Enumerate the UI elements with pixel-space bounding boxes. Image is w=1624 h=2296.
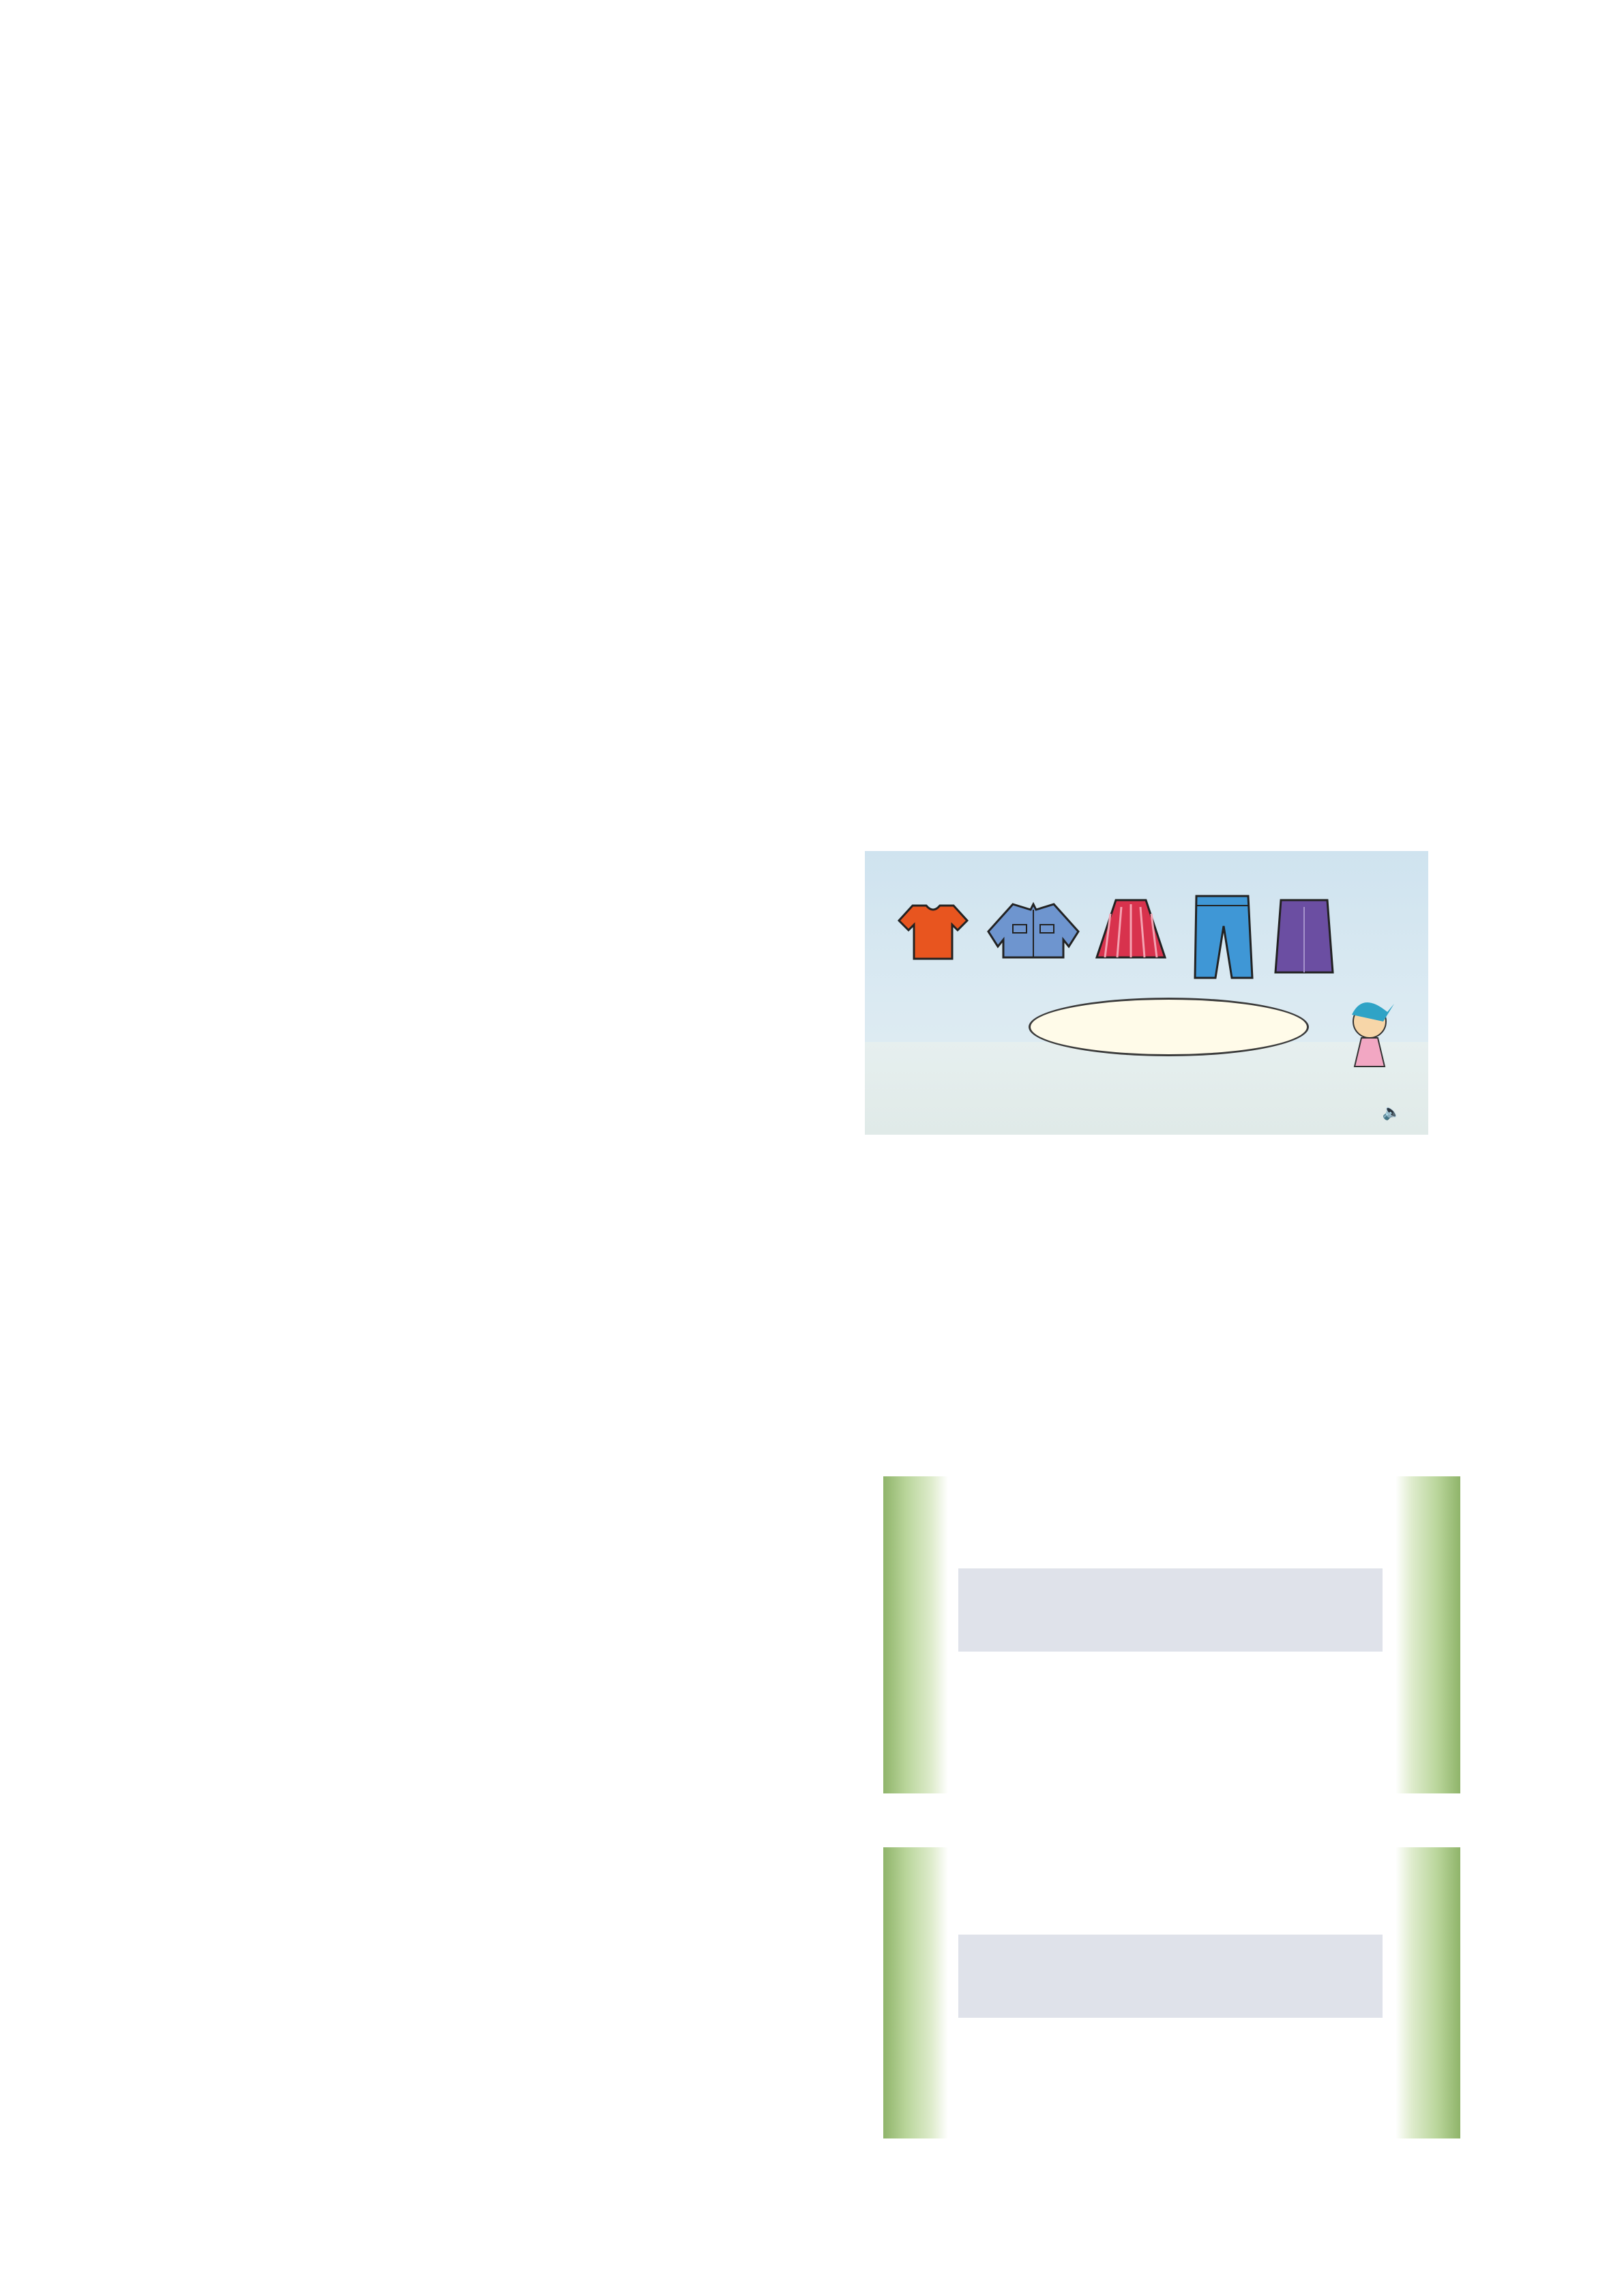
outfit-row: [958, 1935, 1383, 2018]
combination-slide-tops-first: [883, 1476, 1460, 1793]
outfit-row: [958, 1568, 1383, 1652]
bamboo-left-decoration: [883, 1847, 948, 2138]
jeans-icon: [1195, 896, 1252, 978]
denim-jacket-icon: [988, 904, 1078, 957]
clothing-items-figure: [865, 851, 1428, 1135]
question-bubble: [1029, 998, 1309, 1056]
outfit-combinations-svg: [958, 1568, 1383, 1652]
bamboo-right-decoration: [1396, 1847, 1460, 2138]
cartoon-girl-icon: [1352, 1002, 1394, 1067]
red-skirt-icon: [1097, 900, 1165, 957]
speaker-icon[interactable]: 🔈: [1382, 1104, 1401, 1121]
t-shirt-icon: [899, 906, 967, 959]
combination-slide-bottoms-first: [883, 1847, 1460, 2138]
clothing-items-svg: [865, 851, 1428, 1135]
purple-skirt-icon: [1275, 900, 1333, 972]
bamboo-left-decoration: [883, 1476, 948, 1793]
outfit-combinations-svg: [958, 1935, 1383, 2018]
bamboo-right-decoration: [1396, 1476, 1460, 1793]
